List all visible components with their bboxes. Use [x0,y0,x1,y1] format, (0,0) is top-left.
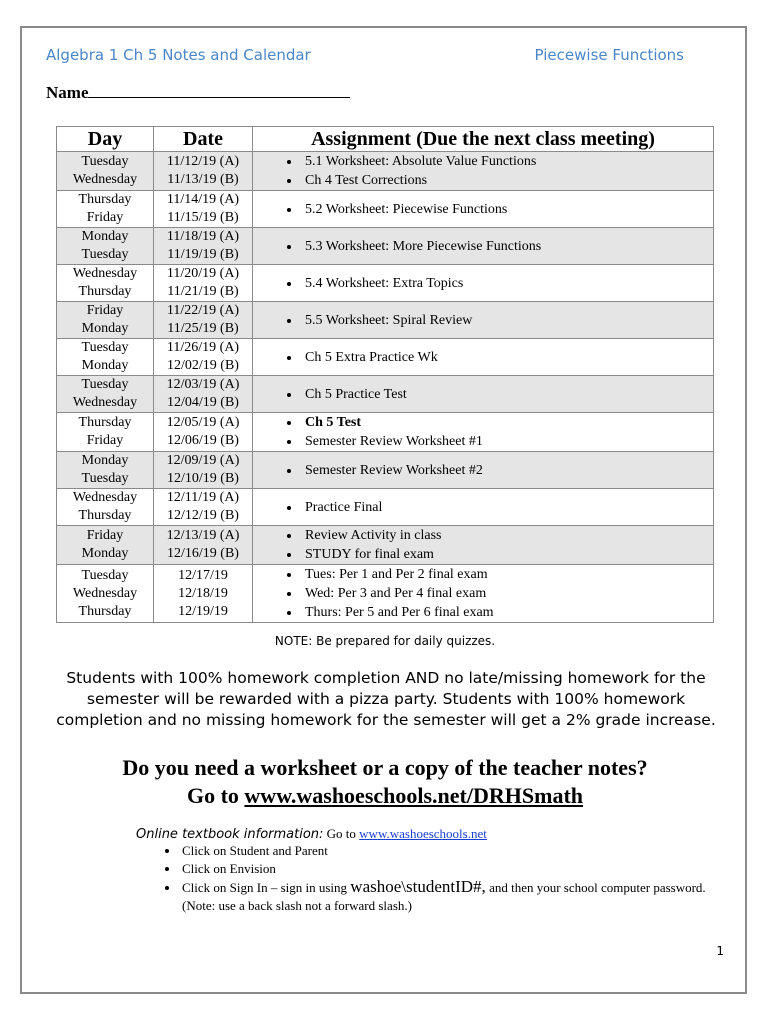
date-cell [154,452,253,489]
assignment-item: • Ch 5 Test [301,413,713,432]
header-assignment: Assignment (Due the next class meeting) [253,127,714,152]
table-header-row [57,127,714,152]
date-cell [154,152,253,191]
table-row [57,339,714,376]
date-text: 11/21/19 (B) [167,284,239,299]
date-text: 12/04/19 (B) [167,395,239,410]
day-text: Tuesday [81,377,129,392]
table-row [57,452,714,489]
day-cell [57,265,154,302]
day-text: Wednesday [72,585,138,601]
assignment-item: • 5.3 Worksheet: More Piecewise Functions [301,237,713,256]
assignment-cell [253,413,714,452]
assignment-item: • Practice Final [301,498,713,517]
date-cell [154,191,253,228]
table-row [57,302,714,339]
date-text: 12/09/19 (A) [166,453,240,468]
day-text: Wednesday [72,266,138,281]
assignment-item: • Tues: Per 1 and Per 2 final exam [301,565,713,584]
date-text: 12/11/19 (A) [166,490,240,505]
callout-goto [0,782,770,810]
assignment-item: • 5.4 Worksheet: Extra Topics [301,274,713,293]
day-text: Friday [86,210,124,225]
day-text: Tuesday [81,247,129,262]
name-label: Name [46,83,89,102]
table-row [57,565,714,623]
quiz-note: NOTE: Be prepared for daily quizzes. [274,634,496,648]
name-blank-line[interactable] [88,82,350,98]
day-text: Monday [81,358,129,373]
day-cell [57,339,154,376]
day-cell [57,191,154,228]
date-text: 11/12/19 (A) [166,154,240,169]
washoeschools-link[interactable]: www.washoeschools.net [359,826,487,841]
assignment-item: • 5.1 Worksheet: Absolute Value Functions [301,152,713,171]
day-text: Monday [81,453,129,468]
header-date: Date [154,127,253,152]
date-cell [154,526,253,565]
homework-reward-text: Students with 100% homework completion AND no late/missing homework for the semester will be rewarded with a pizza party. Students with 100% homework completion and no missing homework for the semester will get a 2% grade increase. [56,669,716,729]
assignment-item: • Ch 5 Extra Practice Wk [301,348,713,367]
date-cell [154,302,253,339]
day-text: Thursday [78,415,132,430]
day-text: Friday [86,528,124,543]
day-text: Wednesday [72,395,138,410]
date-text: 12/18/19 [178,585,228,601]
day-text: Tuesday [81,340,129,355]
online-goto-text: Go to [323,826,360,841]
step-item: • Click on Student and Parent [180,842,740,860]
day-text: Monday [81,229,129,244]
signin-suffix: and then your school computer password. (Note: use a back slash not a forward slash.) [182,880,706,913]
assignment-cell [253,191,714,228]
header-title: Algebra 1 Ch 5 Notes and Calendar [46,46,311,64]
day-text: Thursday [78,284,132,299]
date-cell [154,339,253,376]
table-row [57,228,714,265]
date-text: 11/22/19 (A) [166,303,240,318]
assignment-cell [253,152,714,191]
day-text: Tuesday [81,567,129,583]
day-text: Thursday [78,508,132,523]
assignment-cell [253,228,714,265]
header-day: Day [57,127,154,152]
day-text: Wednesday [72,490,138,505]
name-field[interactable] [46,82,350,103]
assignment-cell [253,376,714,413]
date-text: 12/03/19 (A) [166,377,240,392]
assignment-item: • Ch 5 Practice Test [301,385,713,404]
day-text: Tuesday [81,154,129,169]
date-text: 11/14/19 (A) [166,192,240,207]
day-cell [57,489,154,526]
date-text: 12/10/19 (B) [167,471,239,486]
assignment-item: • Thurs: Per 5 and Per 6 final exam [301,603,713,622]
day-cell [57,565,154,623]
date-text: 12/12/19 (B) [167,508,239,523]
date-cell [154,565,253,623]
assignment-cell [253,265,714,302]
date-text: 11/19/19 (B) [167,247,239,262]
date-text: 11/20/19 (A) [166,266,240,281]
textbook-steps-list [160,842,740,915]
day-text: Monday [81,321,129,336]
day-cell [57,302,154,339]
table-row [57,526,714,565]
page-number: 1 [716,944,724,958]
table-row [57,152,714,191]
callout-goto-prefix: Go to [186,783,245,808]
table-row [57,191,714,228]
assignment-item: • Review Activity in class [301,526,713,545]
assignment-cell [253,339,714,376]
date-text: 11/18/19 (A) [166,229,240,244]
signin-prefix: Click on Sign In – sign in using [182,880,351,895]
date-cell [154,228,253,265]
date-text: 11/26/19 (A) [166,340,240,355]
drhsmath-link[interactable]: www.washoeschools.net/DRHSmath [244,783,584,808]
header-topic: Piecewise Functions [534,46,684,64]
assignment-cell [253,565,714,623]
day-cell [57,376,154,413]
day-text: Tuesday [81,471,129,486]
day-cell [57,452,154,489]
date-text: 12/02/19 (B) [167,358,239,373]
assignment-item: • Wed: Per 3 and Per 4 final exam [301,584,713,603]
student-id-text: washoe\studentID#, [350,877,486,896]
date-text: 12/06/19 (B) [167,433,239,448]
assignment-item: • Ch 4 Test Corrections [301,171,713,190]
date-text: 12/17/19 [178,567,228,583]
day-text: Monday [81,546,129,561]
day-text: Friday [86,433,124,448]
day-cell [57,152,154,191]
day-text: Wednesday [72,172,138,187]
date-text: 12/16/19 (B) [167,546,239,561]
assignment-item: • 5.2 Worksheet: Piecewise Functions [301,200,713,219]
callout-question: Do you need a worksheet or a copy of the teacher notes? [122,755,648,780]
date-cell [154,376,253,413]
worksheet-callout [0,754,770,810]
day-cell [57,413,154,452]
step-item: • Click on Envision [180,860,740,878]
assignment-item: • Semester Review Worksheet #2 [301,461,713,480]
online-textbook-label: Online textbook information: [136,827,324,842]
date-text: 11/13/19 (B) [167,172,239,187]
day-cell [57,526,154,565]
step-item [180,878,740,915]
date-text: 11/25/19 (B) [167,321,239,336]
assignment-item: • Semester Review Worksheet #1 [301,432,713,451]
table-row [57,489,714,526]
date-text: 12/05/19 (A) [166,415,240,430]
table-row [57,265,714,302]
assignment-cell [253,489,714,526]
date-cell [154,489,253,526]
assignment-item: • STUDY for final exam [301,545,713,564]
day-text: Friday [86,303,124,318]
date-text: 12/13/19 (A) [166,528,240,543]
assignment-cell [253,526,714,565]
date-text: 11/15/19 (B) [167,210,239,225]
schedule-table [56,126,714,623]
day-text: Thursday [78,603,132,619]
day-cell [57,228,154,265]
assignment-cell [253,302,714,339]
table-row [57,413,714,452]
date-cell [154,413,253,452]
date-text: 12/19/19 [178,603,228,619]
assignment-cell [253,452,714,489]
table-row [57,376,714,413]
online-textbook-info [136,826,487,842]
date-cell [154,265,253,302]
day-text: Thursday [78,192,132,207]
assignment-item: • 5.5 Worksheet: Spiral Review [301,311,713,330]
